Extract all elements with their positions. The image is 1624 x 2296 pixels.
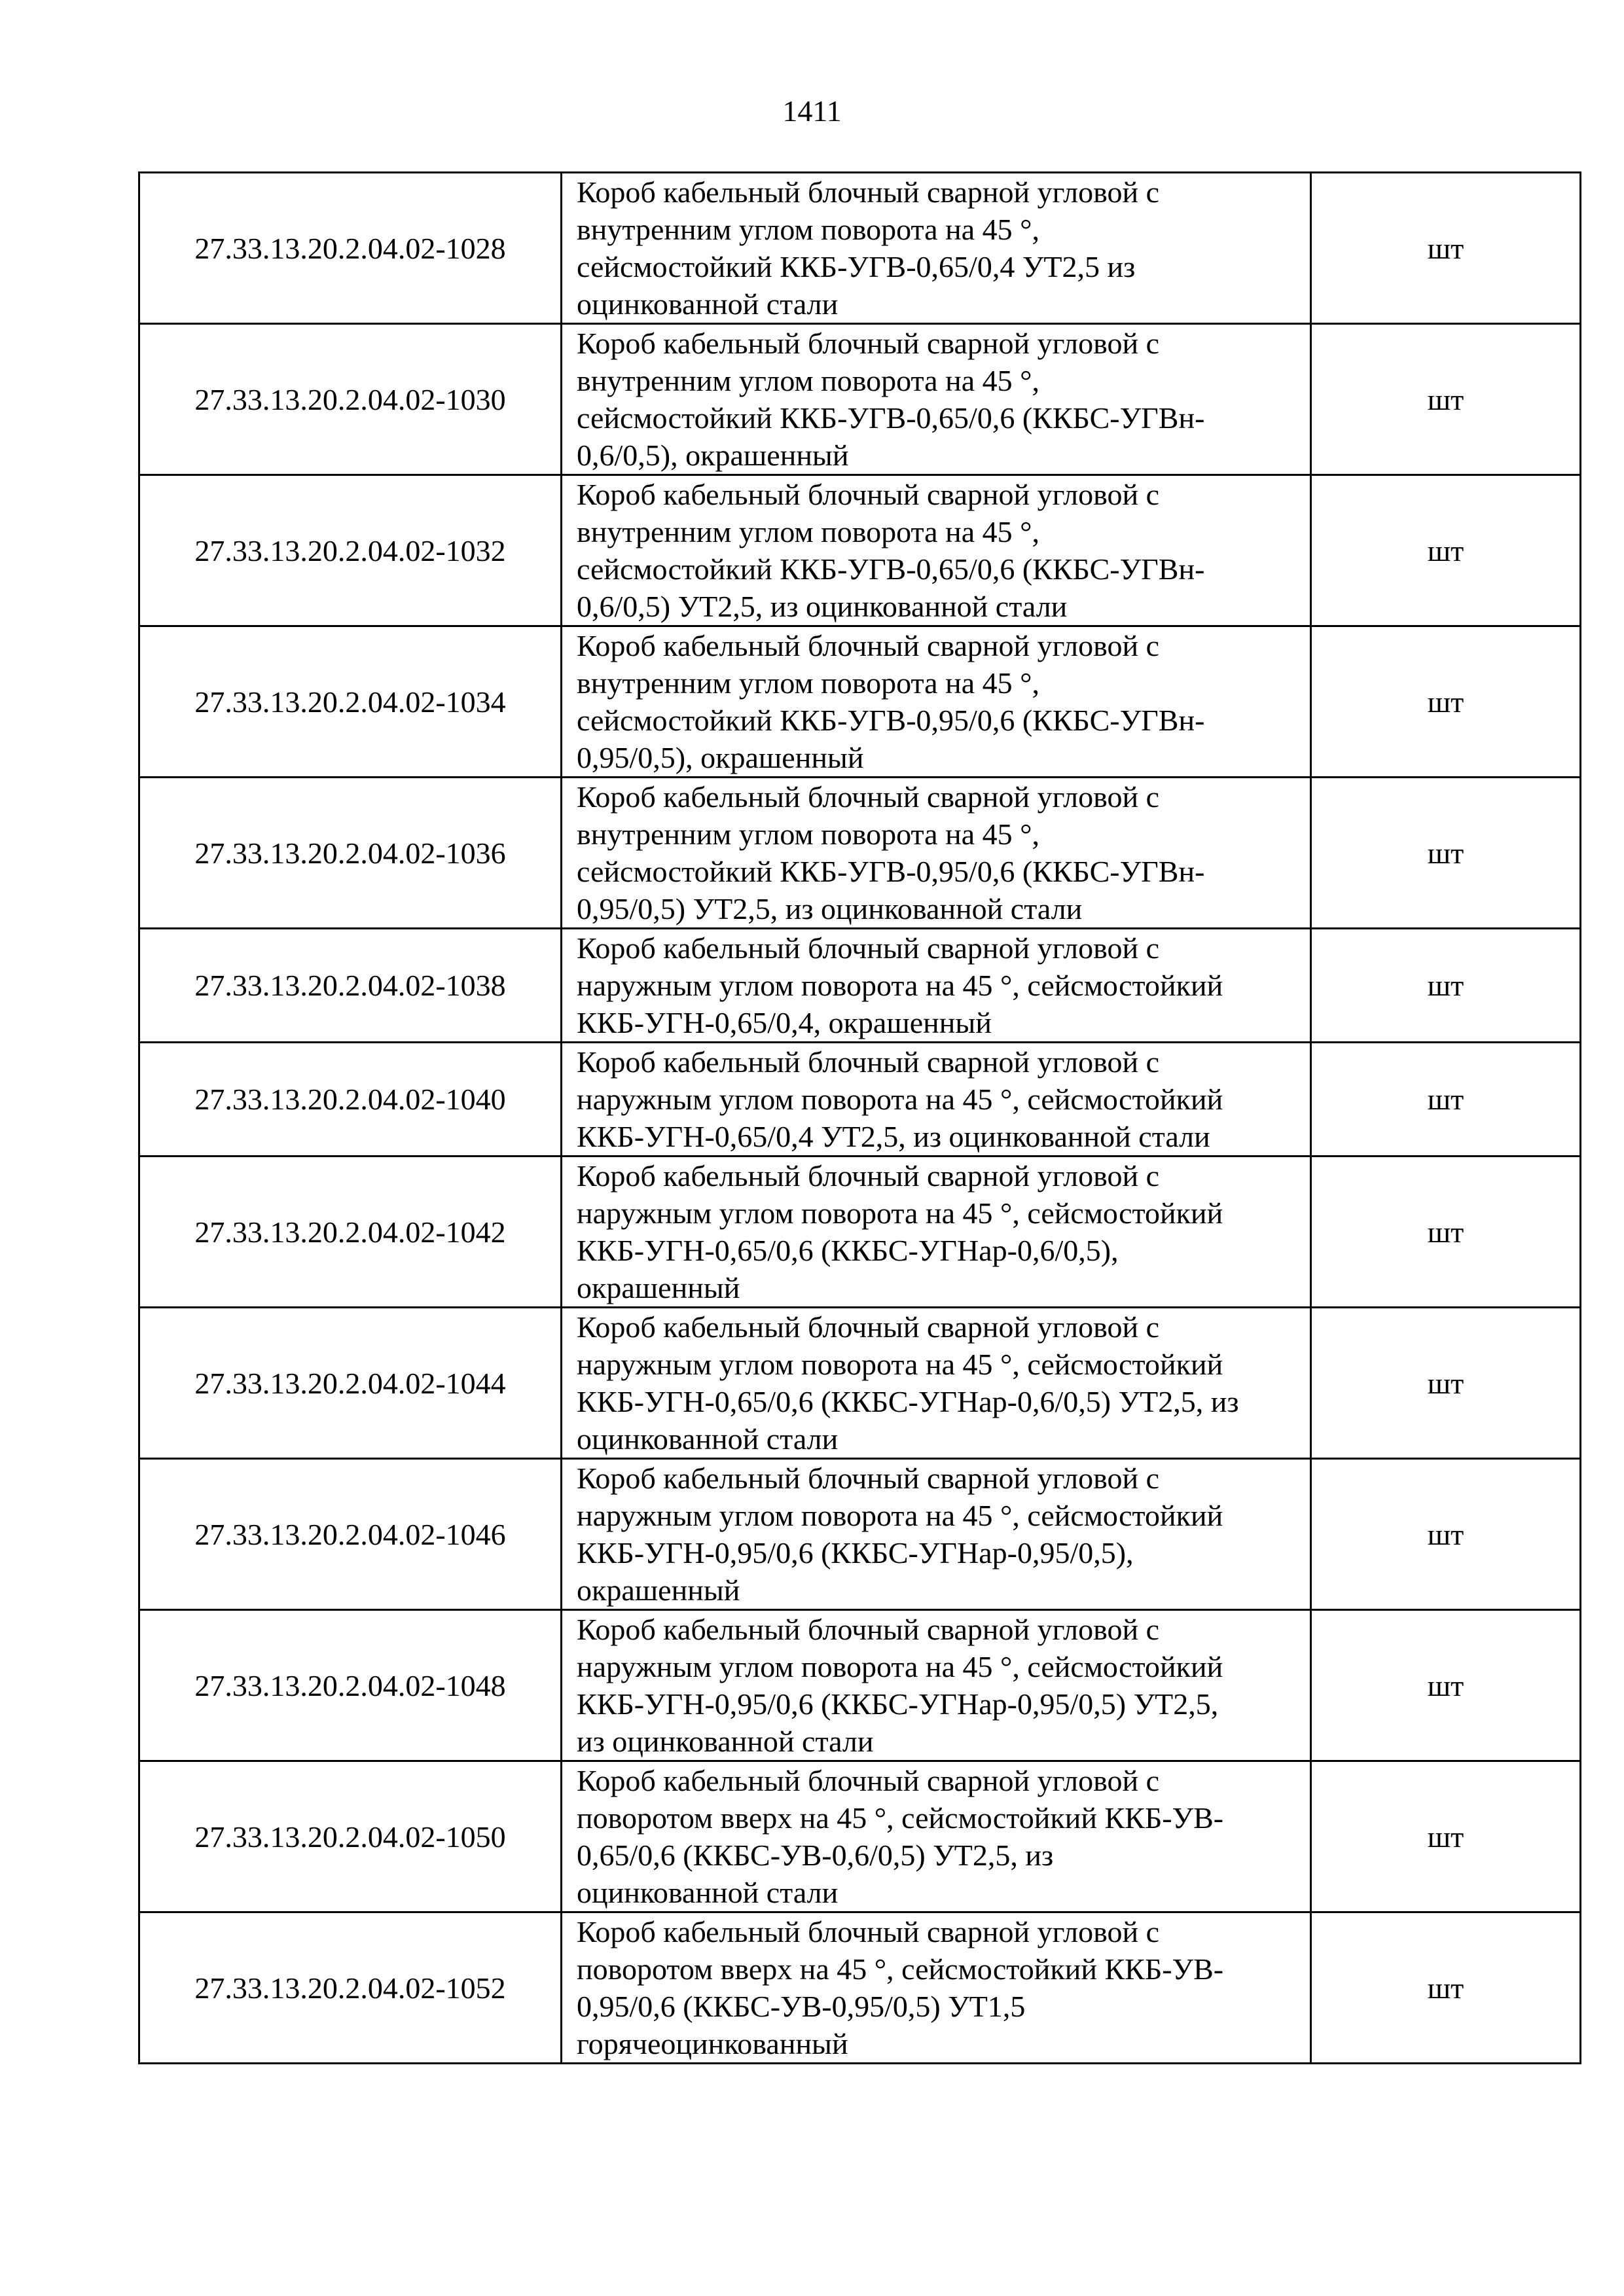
unit-of-measure: шт xyxy=(1311,475,1581,626)
unit-of-measure: шт xyxy=(1311,929,1581,1043)
item-description xyxy=(562,1308,1311,1459)
page-number: 1411 xyxy=(782,94,842,128)
item-description xyxy=(562,173,1311,324)
item-description xyxy=(562,324,1311,475)
item-code: 27.33.13.20.2.04.02-1032 xyxy=(139,475,562,626)
unit-of-measure: шт xyxy=(1311,324,1581,475)
description-line: Короб кабельный блочный сварной угловой с xyxy=(577,1462,1160,1495)
table-row xyxy=(139,324,1581,475)
item-description xyxy=(562,1459,1311,1610)
item-description xyxy=(562,1610,1311,1761)
description-line: 0,6/0,5), окрашенный xyxy=(577,439,849,472)
description-line: внутренним углом поворота на 45 °, xyxy=(577,364,1040,397)
description-line: поворотом вверх на 45 °, сейсмостойкий ККБ-УВ- xyxy=(577,1801,1224,1835)
description-line: поворотом вверх на 45 °, сейсмостойкий ККБ-УВ- xyxy=(577,1952,1224,1986)
item-code: 27.33.13.20.2.04.02-1038 xyxy=(139,929,562,1043)
item-description xyxy=(562,475,1311,626)
item-code: 27.33.13.20.2.04.02-1052 xyxy=(139,1912,562,2064)
description-line: внутренним углом поворота на 45 °, xyxy=(577,213,1040,246)
description-line: внутренним углом поворота на 45 °, xyxy=(577,515,1040,548)
item-description xyxy=(562,626,1311,778)
item-description xyxy=(562,1761,1311,1912)
description-line: наружным углом поворота на 45 °, сейсмостойкий xyxy=(577,1499,1223,1532)
description-line: внутренним углом поворота на 45 °, xyxy=(577,817,1040,851)
description-line: наружным углом поворота на 45 °, сейсмостойкий xyxy=(577,1196,1223,1230)
item-code: 27.33.13.20.2.04.02-1042 xyxy=(139,1157,562,1308)
unit-of-measure: шт xyxy=(1311,173,1581,324)
item-description xyxy=(562,1912,1311,2064)
description-line: Короб кабельный блочный сварной угловой с xyxy=(577,780,1160,814)
description-line: внутренним углом поворота на 45 °, xyxy=(577,666,1040,700)
table-row xyxy=(139,1459,1581,1610)
item-description xyxy=(562,1043,1311,1157)
item-description xyxy=(562,778,1311,929)
description-line: горячеоцинкованный xyxy=(577,2027,848,2060)
description-line: наружным углом поворота на 45 °, сейсмостойкий xyxy=(577,969,1223,1002)
description-line: наружным углом поворота на 45 °, сейсмостойкий xyxy=(577,1348,1223,1381)
description-line: сейсмостойкий ККБ-УГВ-0,65/0,6 (ККБС-УГВн- xyxy=(577,401,1205,435)
unit-of-measure: шт xyxy=(1311,1459,1581,1610)
description-line: Короб кабельный блочный сварной угловой с xyxy=(577,327,1160,360)
description-line: ККБ-УГН-0,65/0,6 (ККБС-УГНар-0,6/0,5) УТ2,5, из xyxy=(577,1385,1239,1418)
unit-of-measure: шт xyxy=(1311,1610,1581,1761)
description-line: Короб кабельный блочный сварной угловой с xyxy=(577,175,1160,209)
description-line: наружным углом поворота на 45 °, сейсмостойкий xyxy=(577,1650,1223,1683)
table-row xyxy=(139,1912,1581,2064)
table-row xyxy=(139,1157,1581,1308)
unit-of-measure: шт xyxy=(1311,1043,1581,1157)
item-code: 27.33.13.20.2.04.02-1040 xyxy=(139,1043,562,1157)
description-line: окрашенный xyxy=(577,1271,740,1304)
description-line: 0,65/0,6 (ККБС-УВ-0,6/0,5) УТ2,5, из xyxy=(577,1839,1054,1872)
description-line: ККБ-УГН-0,65/0,4, окрашенный xyxy=(577,1006,992,1039)
table-row xyxy=(139,173,1581,324)
description-line: Короб кабельный блочный сварной угловой с xyxy=(577,1915,1160,1948)
description-line: оцинкованной стали xyxy=(577,1422,839,1456)
unit-of-measure: шт xyxy=(1311,778,1581,929)
unit-of-measure: шт xyxy=(1311,1761,1581,1912)
table-row xyxy=(139,929,1581,1043)
unit-of-measure: шт xyxy=(1311,1912,1581,2064)
catalog-table xyxy=(138,171,1581,2064)
item-code: 27.33.13.20.2.04.02-1044 xyxy=(139,1308,562,1459)
table-row xyxy=(139,1308,1581,1459)
description-line: Короб кабельный блочный сварной угловой с xyxy=(577,1613,1160,1646)
description-line: Короб кабельный блочный сварной угловой с xyxy=(577,478,1160,511)
item-code: 27.33.13.20.2.04.02-1036 xyxy=(139,778,562,929)
item-code: 27.33.13.20.2.04.02-1030 xyxy=(139,324,562,475)
item-description xyxy=(562,1157,1311,1308)
description-line: из оцинкованной стали xyxy=(577,1725,874,1758)
description-line: 0,6/0,5) УТ2,5, из оцинкованной стали xyxy=(577,590,1068,623)
table-row xyxy=(139,1761,1581,1912)
item-code: 27.33.13.20.2.04.02-1050 xyxy=(139,1761,562,1912)
item-code: 27.33.13.20.2.04.02-1034 xyxy=(139,626,562,778)
description-line: окрашенный xyxy=(577,1573,740,1607)
description-line: ККБ-УГН-0,65/0,6 (ККБС-УГНар-0,6/0,5), xyxy=(577,1234,1119,1267)
description-line: ККБ-УГН-0,95/0,6 (ККБС-УГНар-0,95/0,5) УТ2,5, xyxy=(577,1687,1219,1721)
description-line: Короб кабельный блочный сварной угловой с xyxy=(577,1045,1160,1079)
table-row xyxy=(139,626,1581,778)
item-code: 27.33.13.20.2.04.02-1048 xyxy=(139,1610,562,1761)
description-line: оцинкованной стали xyxy=(577,1876,839,1909)
table-row xyxy=(139,475,1581,626)
description-line: ККБ-УГН-0,95/0,6 (ККБС-УГНар-0,95/0,5), xyxy=(577,1536,1134,1570)
item-description xyxy=(562,929,1311,1043)
table-row xyxy=(139,778,1581,929)
table-body xyxy=(139,173,1581,2064)
description-line: сейсмостойкий ККБ-УГВ-0,95/0,6 (ККБС-УГВн- xyxy=(577,704,1205,737)
description-line: Короб кабельный блочный сварной угловой с xyxy=(577,1159,1160,1193)
table-row xyxy=(139,1043,1581,1157)
item-code: 27.33.13.20.2.04.02-1046 xyxy=(139,1459,562,1610)
table-row xyxy=(139,1610,1581,1761)
description-line: оцинкованной стали xyxy=(577,287,839,321)
item-code: 27.33.13.20.2.04.02-1028 xyxy=(139,173,562,324)
unit-of-measure: шт xyxy=(1311,1157,1581,1308)
description-line: сейсмостойкий ККБ-УГВ-0,65/0,6 (ККБС-УГВн- xyxy=(577,552,1205,586)
description-line: Короб кабельный блочный сварной угловой с xyxy=(577,1310,1160,1344)
unit-of-measure: шт xyxy=(1311,626,1581,778)
description-line: ККБ-УГН-0,65/0,4 УТ2,5, из оцинкованной стали xyxy=(577,1120,1210,1153)
description-line: Короб кабельный блочный сварной угловой с xyxy=(577,629,1160,662)
description-line: сейсмостойкий ККБ-УГВ-0,95/0,6 (ККБС-УГВн- xyxy=(577,855,1205,888)
description-line: 0,95/0,5) УТ2,5, из оцинкованной стали xyxy=(577,892,1083,925)
description-line: Короб кабельный блочный сварной угловой с xyxy=(577,1764,1160,1797)
description-line: сейсмостойкий ККБ-УГВ-0,65/0,4 УТ2,5 из xyxy=(577,250,1136,283)
unit-of-measure: шт xyxy=(1311,1308,1581,1459)
description-line: 0,95/0,6 (ККБС-УВ-0,95/0,5) УТ1,5 xyxy=(577,1990,1026,2023)
description-line: наружным углом поворота на 45 °, сейсмостойкий xyxy=(577,1083,1223,1116)
description-line: 0,95/0,5), окрашенный xyxy=(577,741,864,774)
description-line: Короб кабельный блочный сварной угловой с xyxy=(577,931,1160,965)
